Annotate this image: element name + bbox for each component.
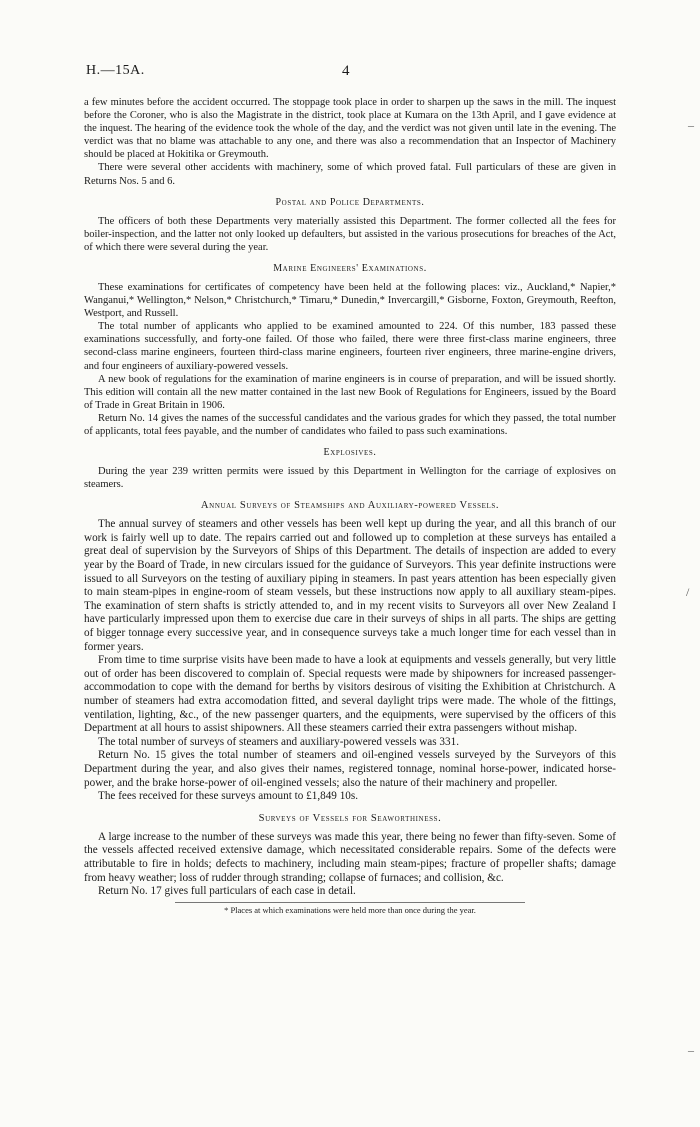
paragraph: The officers of both these Departments very materially assisted this Department. The former collected all the fees for boiler-inspection, and the latter not only looked up defaulters, but assisted in the various prosecutions for breaches of the Act, of which there were several during the year. (84, 215, 616, 253)
paragraph: The fees received for these surveys amount to £1,849 10s. (98, 790, 359, 803)
paragraph: A large increase to the number of these surveys was made this year, there being no fewer than fifty-seven. Some of the vessels affected received extensive damage, which necessitated considerable repairs. Some of the defects were attributable to fire in holds; defects to machinery, including main steam-pipes; fracture of propeller shafts; damage from heavy weather; loss of rudder through stranding; collapse of furnaces; and collision, &c. (84, 830, 616, 884)
paragraph: These examinations for certificates of competency have been held at the following places: viz., Auckland,* Napier,* Wanganui,* Wellington,* Nelson,* Christchurch,* Timaru,* Dunedin,* Invercargill,* Gisborne, Foxton, Greymouth, Reefton, Westport, and Russell. (84, 281, 616, 320)
paragraph: The total number of applicants who applied to be examined amounted to 224. Of this number, 183 passed these examinations successfully, and forty-one failed. Of those who failed, there were three first-class marine engineers, three second-class marine engineers, fourteen third-class marine engineers, fourteen river engineers, three marine-engine drivers, and four engineers of auxiliary-powered vessels. (84, 321, 616, 372)
footnote-rule (175, 902, 525, 903)
margin-mark: – (688, 118, 694, 132)
paragraph: A new book of regulations for the examination of marine engineers is in course of preparation, and will be issued shortly. This edition will contain all the new matter contained in the last new Book of Regulations for Engineers, issued by the Board of Trade in Great Britain in 1906. (84, 373, 616, 411)
section-heading-annual-surveys: Annual Surveys of Steamships and Auxiliary-powered Vessels. (200, 500, 500, 512)
margin-mark: / (686, 585, 690, 599)
paragraph: From time to time surprise visits have been made to have a look at equipments and vessels generally, but very little out of order has been discovered to complain of. Special requests were made by shipowners for increased passenger-accommodation to cope with the demand for berths by visitors desirous of visiting the Exhibition at Christchurch. A number of steamers had extra accomodation fitted, and several daylight trips were made. The whole of the fittings, ventilation, lighting, &c., of the new passenger quarters, and the equipments, were supervised by the officers of this Department at all hours to assist shipowners. All these steamers carried their extra passengers without mishap. (84, 654, 616, 735)
section-heading-marine: Marine Engineers' Examinations. (273, 262, 427, 274)
paragraph: The total number of surveys of steamers and auxiliary-powered vessels was 331. (98, 735, 460, 748)
section-heading-postal: Postal and Police Departments. (275, 196, 425, 208)
lower-sections (84, 500, 616, 898)
section-heading-seaworthiness: Surveys of Vessels for Seaworthiness. (258, 812, 442, 824)
section-heading-explosives: Explosives. (323, 447, 377, 459)
paragraph: There were several other accidents with machinery, some of which proved fatal. Full particulars of these are given in Returns Nos. 5 and 6. (84, 162, 616, 187)
paragraph: Return No. 17 gives full particulars of each case in detail. (98, 885, 356, 898)
paragraph: The annual survey of steamers and other vessels has been well kept up during the year, and all this branch of our work is fairly well up to date. The repairs carried out and followed up to completion at these surveys has entailed a great deal of supervision by the Surveyors of Ships of this Department. The details of inspection are added to every year by the Board of Trade, in new circulars issued for the guidance of Surveyors. This year definite instructions were issued to all Surveyors on the testing of auxiliary piping in steamers. In past years attention has been especially given to main steam-pipes in engine-room of steam vessels, but these instructions now apply to all auxiliary steam-pipes. The examination of stern shafts is strictly attended to, and in my recent visits to Surveyors all over New Zealand I have particularly impressed upon them to exercise due care in their surveys of ships in all parts. The ships are getting of bigger tonnage every successive year, and in consequence surveys take a much longer time for each vessel than in former years. (84, 518, 616, 653)
paragraph: During the year 239 written permits were issued by this Department in Wellington for the carriage of explosives on steamers. (84, 466, 616, 491)
document-reference: H.—15A. (86, 63, 145, 78)
paragraph: Return No. 14 gives the names of the successful candidates and the various grades for which they passed, the total number of applicants, total fees payable, and the number of candidates who failed to pass such examinations. (84, 412, 616, 437)
paragraph: Return No. 15 gives the total number of steamers and oil-engined vessels surveyed by the Surveyors of this Department during the year, and also gives their names, registered tonnage, nominal horse-power, indicated horse-power, and the brake horse-power of oil-engined vessels; also the nature of their machinery and propeller. (84, 749, 616, 789)
page-body (84, 96, 616, 915)
margin-mark: – (688, 1043, 694, 1057)
page-number: 4 (342, 63, 350, 79)
footnote: * Places at which examinations were held more than once during the year. (224, 904, 476, 915)
paragraph: a few minutes before the accident occurred. The stoppage took place in order to sharpen up the saws in the mill. The inquest before the Coroner, who is also the Magistrate in the district, took place at Kumara on the 13th April, and I gave evidence at the inquest. The hearing of the evidence took the whole of the day, and the verdict was not given until late in the evening. The verdict was that no blame was attachable to any one, and there was also a recommendation that an Inspector of Machinery should be placed at Hokitika or Greymouth. (84, 97, 616, 161)
